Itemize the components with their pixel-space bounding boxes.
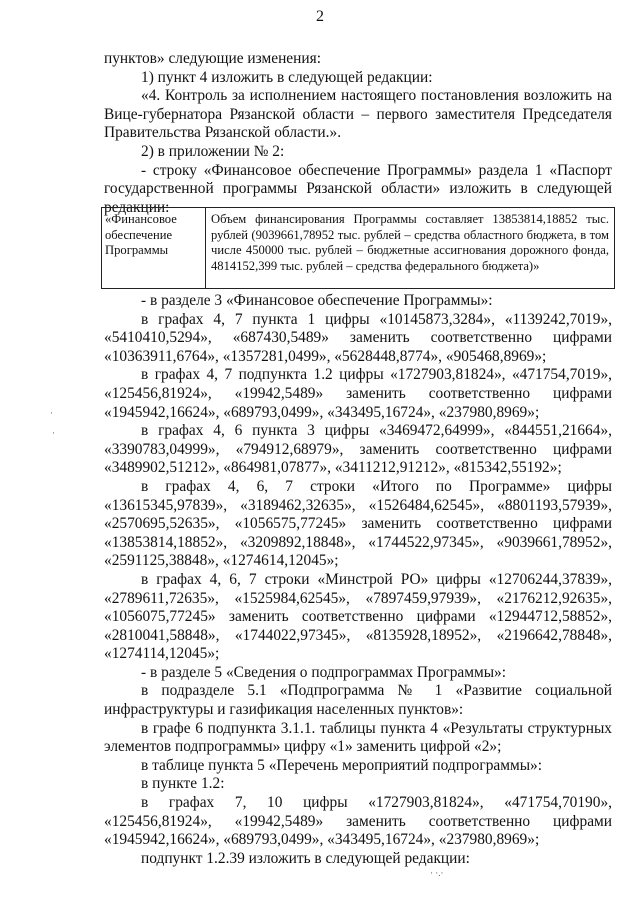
paragraph: в графах 4, 6, 7 строки «Минстрой РО» цифры «12706244,37839», «2789611,72635», «1525984,62545», «7897459,97939», «2176212,92635», «1056075,77245» заменить соответственно цифрами «12944712,58852», «2810041,58848», «1744022,97345», «8135928,18952», «2196642,78848», «1274114,12045»;	[104, 570, 612, 663]
paragraph: - строку «Финансовое обеспечение Программы» раздела 1 «Паспорт государственной программы Рязанской области» изложить в следующей редакции:	[104, 161, 612, 216]
paragraph: подпункт 1.2.39 изложить в следующей редакции:	[141, 849, 470, 867]
page-number: 2	[316, 8, 324, 25]
scan-speck: · ·.·	[430, 868, 444, 878]
paragraph: в подразделе 5.1 «Подпрограмма № 1 «Развитие социальной инфраструктуры и газификация населенных пунктов»:	[104, 682, 612, 719]
scan-speck: ·	[52, 428, 55, 438]
paragraph: - в разделе 5 «Сведения о подпрограммах Программы»:	[141, 663, 507, 681]
paragraph: 1) пункт 4 изложить в следующей редакции:	[141, 68, 433, 86]
table-text-cell: Объем финансирования Программы составляет 13853814,18852 тыс. рублей (9039661,78952 тыс. рублей – средства областного бюджета, в том числе 450000 тыс. рублей – бюджетные ассигнования дорожного фонда, 4814152,399 тыс. рублей – средства федерального бюджета)»	[211, 212, 609, 273]
paragraph: в графах 7, 10 цифры «1727903,81824», «471754,70190», «125456,81924», «19942,5489» заменить соответственно цифрами «1945942,16624», «689793,0499», «343495,16724», «237980,8969»;	[104, 794, 612, 849]
paragraph: «4. Контроль за исполнением настоящего постановления возложить на Вице-губернатора Рязанской области – первого заместителя Председателя Правительства Рязанской области.».	[104, 87, 612, 142]
scan-speck: ·	[50, 408, 53, 418]
changes-text-block	[104, 292, 612, 868]
paragraph: пунктов» следующие изменения:	[104, 50, 321, 67]
table-label-cell: «Финансовое обеспечение Программы	[102, 208, 206, 288]
paragraph: - в разделе 3 «Финансовое обеспечение Программы»:	[141, 292, 493, 309]
paragraph: в графах 4, 6 пункта 3 цифры «3469472,64999», «844551,21664», «3390783,04999», «794912,68979», заменить соответственно цифрами «3489902,51212», «864981,07877», «3411212,91212», «815342,55192»;	[104, 422, 612, 477]
paragraph: в таблице пункта 5 «Перечень мероприятий подпрограммы»:	[141, 756, 543, 774]
paragraph: в пункте 1.2:	[141, 775, 225, 793]
paragraph: в графе 6 подпункта 3.1.1. таблицы пункта 4 «Результаты структурных элементов подпрограммы» цифру «1» заменить цифрой «2»;	[104, 719, 612, 756]
financing-table	[101, 207, 615, 289]
intro-text-block	[104, 50, 612, 217]
paragraph: в графах 4, 6, 7 строки «Итого по Программе» цифры «13615345,97839», «3189462,32635», «1526484,62545», «8801193,57939», «2570695,52635», «1056575,77245» заменить соответственно цифрами «13853814,18852», «3209892,18848», «1744522,97345», «9039661,78952», «2591125,38848», «1274614,12045»;	[104, 477, 612, 570]
paragraph: в графах 4, 7 пункта 1 цифры «10145873,3284», «1139242,7019», «5410410,5294», «687430,5489» заменить соответственно цифрами «10363911,6764», «1357281,0499», «5628448,8774», «905468,8969»;	[104, 310, 612, 365]
paragraph: в графах 4, 7 подпункта 1.2 цифры «1727903,81824», «471754,7019», «125456,81924», «19942,5489» заменить соответственно цифрами «1945942,16624», «689793,0499», «343495,16724», «237980,8969»;	[104, 366, 612, 421]
paragraph: 2) в приложении № 2:	[141, 142, 285, 160]
